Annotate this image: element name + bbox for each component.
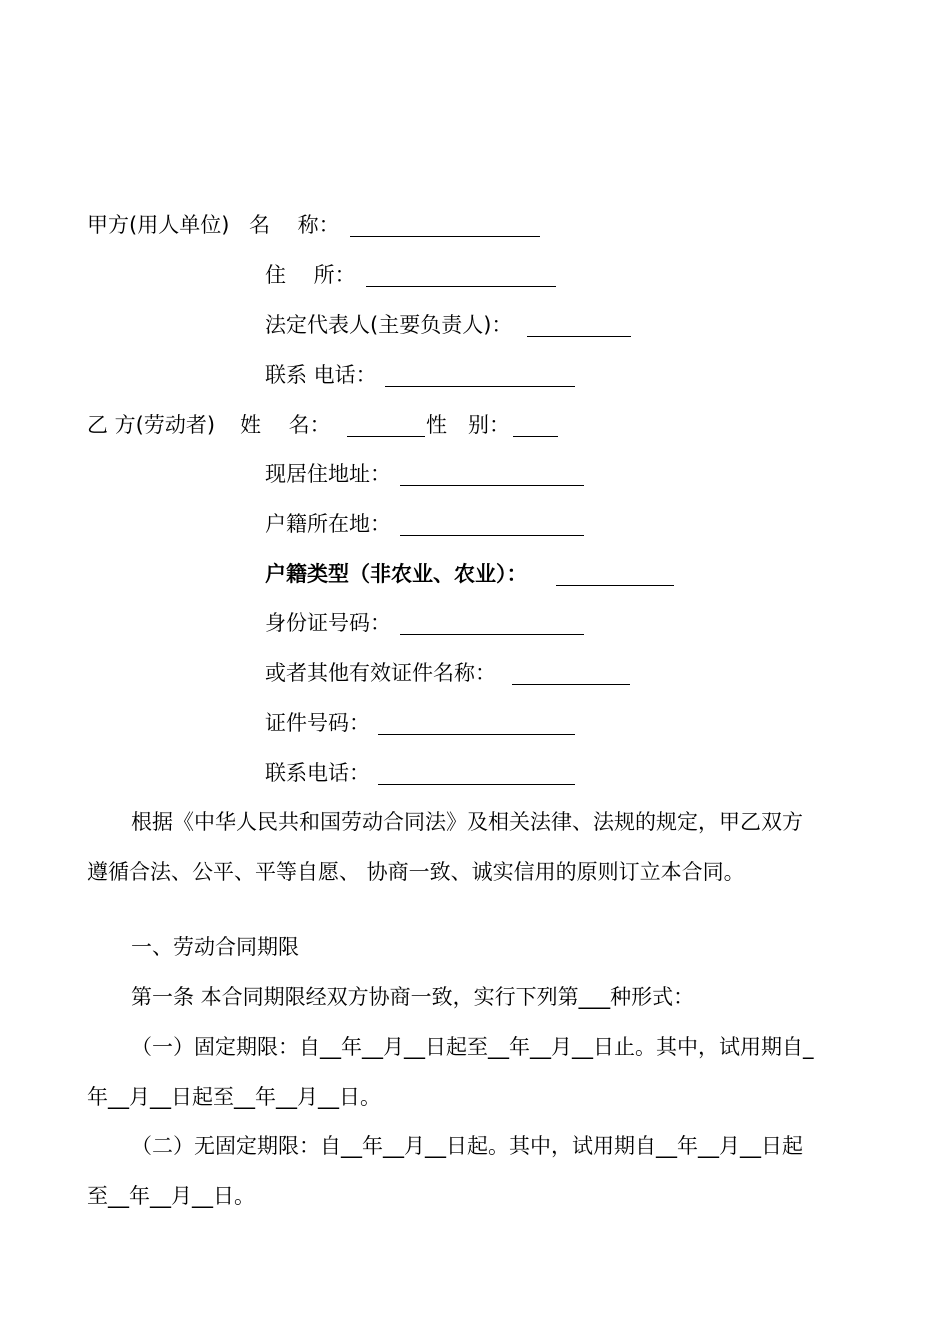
party-b-gender-label: 性 别：: [426, 413, 510, 437]
party-b-hukou-location-label: 户籍所在地：: [265, 512, 391, 536]
article-1: 第一条 本合同期限经双方协商一致，实行下列第___种形式：: [131, 985, 695, 1009]
open-term-line-2: 至__年__月__日。: [87, 1184, 255, 1208]
party-b-residence-field[interactable]: [400, 465, 584, 486]
party-a-label: 甲方(用人单位): [87, 213, 230, 237]
party-b-id-number-field[interactable]: [400, 614, 584, 635]
party-a-address-label: 住 所：: [265, 263, 356, 287]
party-a-address-field[interactable]: [366, 266, 556, 287]
party-b-name-field[interactable]: [347, 416, 425, 437]
party-b-phone-field[interactable]: [378, 764, 575, 785]
party-b-label: 乙 方(劳动者): [87, 413, 216, 437]
preamble-line-1: 根据《中华人民共和国劳动合同法》及相关法律、法规的规定，甲乙双方: [131, 810, 803, 834]
party-a-phone-label: 联系 电话：: [265, 363, 377, 387]
open-term-line-1: （二）无固定期限：自__年__月__日起。其中，试用期自__年__月__日起: [131, 1134, 803, 1158]
party-b-id-number-label: 身份证号码：: [265, 611, 391, 635]
section-1-heading: 一、劳动合同期限: [131, 935, 299, 959]
party-a-legal-rep-field[interactable]: [527, 316, 631, 337]
party-a-name-field[interactable]: [350, 216, 540, 237]
preamble-line-2: 遵循合法、公平、平等自愿、 协商一致、诚实信用的原则订立本合同。: [87, 860, 745, 884]
party-b-residence-label: 现居住地址：: [265, 462, 391, 486]
party-b-cert-number-field[interactable]: [378, 714, 575, 735]
party-a-phone-field[interactable]: [385, 366, 575, 387]
party-b-hukou-type-field[interactable]: [556, 565, 674, 586]
party-b-other-id-label: 或者其他有效证件名称：: [265, 661, 496, 685]
party-b-cert-number-label: 证件号码：: [265, 711, 370, 735]
party-b-gender-field[interactable]: [513, 416, 558, 437]
party-b-hukou-type-label: 户籍类型（非农业、农业）：: [265, 562, 528, 586]
party-b-name-label: 姓 名：: [240, 413, 331, 437]
party-a-legal-rep-label: 法定代表人(主要负责人)：: [265, 313, 513, 337]
party-b-phone-label: 联系电话：: [265, 761, 370, 785]
fixed-term-line-2: 年__月__日起至__年__月__日。: [87, 1085, 381, 1109]
party-b-hukou-location-field[interactable]: [400, 515, 584, 536]
fixed-term-line-1: （一）固定期限：自__年__月__日起至__年__月__日止。其中，试用期自_: [131, 1035, 814, 1059]
party-a-name-label: 名 称：: [249, 213, 340, 237]
party-b-other-id-field[interactable]: [512, 664, 630, 685]
